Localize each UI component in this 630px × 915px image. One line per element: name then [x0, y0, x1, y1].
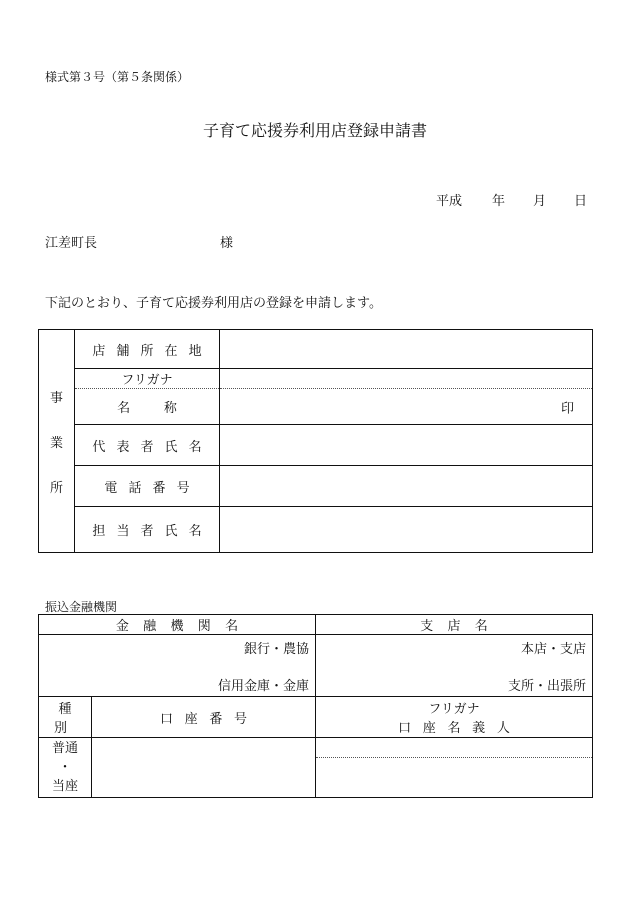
- intro-text: 下記のとおり、子育て応援券利用店の登録を申請します。: [45, 296, 382, 311]
- type-label: 種別: [53, 702, 81, 736]
- branch-header: 支店名: [420, 619, 503, 634]
- branch-field[interactable]: [316, 635, 593, 697]
- establishment-label: [39, 330, 75, 553]
- page-title: 子育て応援券利用店登録申請書: [202, 121, 427, 140]
- phone-field[interactable]: [220, 466, 593, 507]
- furigana-label: フリガナ: [428, 702, 480, 717]
- institution-field[interactable]: [39, 635, 316, 697]
- date-month-unit: 月: [533, 194, 547, 209]
- establishment-char: 事: [49, 390, 63, 406]
- account-type-field[interactable]: [39, 738, 92, 798]
- addressee: 江差町長: [45, 236, 98, 251]
- store-table: [38, 329, 593, 553]
- furigana-field[interactable]: [220, 369, 593, 389]
- representative-label: 代表者氏名: [92, 439, 213, 455]
- address-label: 店舗所在地: [92, 343, 213, 359]
- account-type-dot: ・: [58, 760, 72, 775]
- date-year-unit: 年: [492, 194, 506, 209]
- establishment-char: 所: [49, 480, 63, 496]
- honorific: 様: [220, 236, 234, 251]
- establishment-char: 業: [49, 435, 63, 451]
- account-holder-field[interactable]: [316, 758, 593, 798]
- account-type-current: 当座: [51, 779, 78, 794]
- form-number: 様式第３号（第５条関係）: [45, 70, 190, 84]
- bank-table: [38, 614, 593, 798]
- contact-label: 担当者氏名: [92, 524, 213, 539]
- account-type-ordinary: 普通: [51, 741, 78, 756]
- address-field[interactable]: [220, 330, 593, 369]
- branch-types-2: 支所・出張所: [507, 678, 586, 694]
- bank-caption: 振込金融機関: [45, 600, 118, 614]
- furigana-label: フリガナ: [121, 373, 173, 388]
- branch-types-1: 本店・支店: [520, 641, 586, 657]
- account-number-label: 口座番号: [159, 711, 259, 727]
- date-day-unit: 日: [574, 194, 588, 209]
- name-label: 名称: [117, 401, 211, 416]
- contact-field[interactable]: [220, 507, 593, 553]
- holder-furigana-field[interactable]: [316, 738, 593, 758]
- institution-types-1: 銀行・農協: [243, 641, 309, 657]
- institution-header: 金融機関名: [115, 619, 253, 634]
- institution-types-2: 信用金庫・金庫: [217, 678, 309, 694]
- account-holder-label: 口座名義人: [398, 721, 522, 736]
- date-era: 平成: [436, 194, 463, 209]
- representative-field[interactable]: [220, 425, 593, 466]
- name-field[interactable]: [220, 389, 593, 425]
- phone-label: 電話番号: [104, 480, 201, 496]
- seal-mark: 印: [560, 401, 574, 416]
- account-number-field[interactable]: [92, 738, 316, 798]
